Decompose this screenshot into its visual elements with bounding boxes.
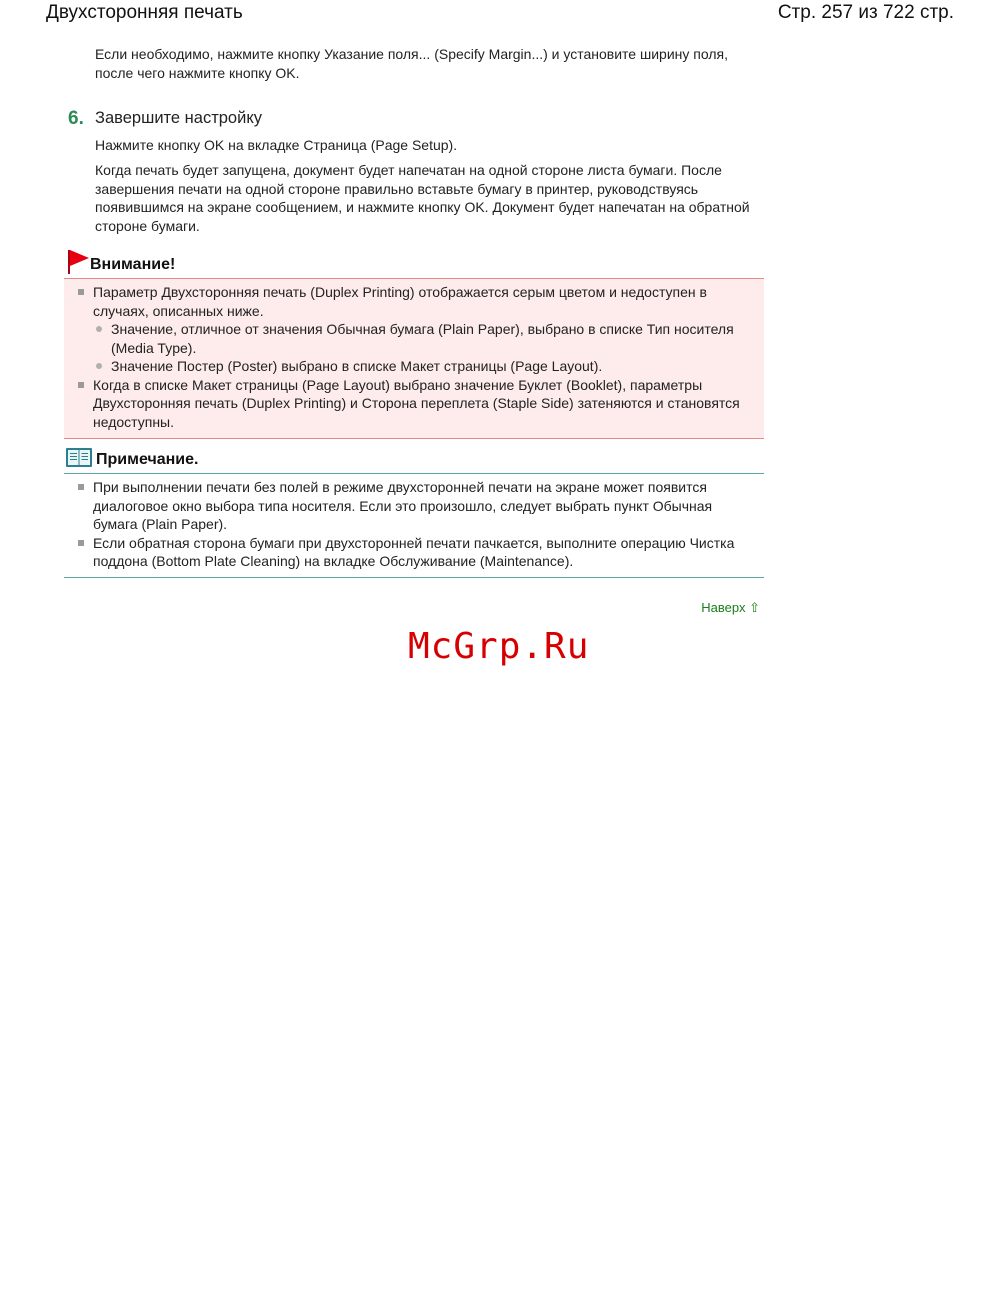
- note-title: Примечание.: [96, 451, 199, 468]
- intro-paragraph: Если необходимо, нажмите кнопку Указание поля... (Specify Margin...) и установите ширину поля, после чего нажмите кнопку OK.: [95, 46, 728, 81]
- red-flag-icon: [66, 249, 90, 275]
- caution-list: [74, 283, 754, 431]
- back-to-top-link[interactable]: [701, 600, 760, 616]
- square-bullet-icon: [78, 382, 84, 388]
- back-to-top-label[interactable]: Наверх: [701, 600, 746, 615]
- book-icon: [65, 447, 93, 468]
- note-box: [64, 447, 764, 578]
- note-list: [74, 478, 754, 571]
- caution-sublist: [93, 320, 754, 376]
- list-item: [93, 357, 754, 376]
- caution-title: Внимание!: [90, 256, 176, 273]
- circle-bullet-icon: [96, 326, 102, 332]
- arrow-up-icon[interactable]: ⇧: [749, 600, 760, 615]
- note-header: [64, 447, 764, 473]
- step-paragraph-1: Нажмите кнопку OK на вкладке Страница (Page Setup).: [95, 137, 458, 153]
- list-item: [93, 320, 754, 357]
- caution-header: [64, 248, 764, 278]
- circle-bullet-icon: [96, 363, 102, 369]
- square-bullet-icon: [78, 289, 84, 295]
- step-paragraph-2: Когда печать будет запущена, документ будет напечатан на одной стороне листа бумаги. После завершения печати на одной стороне правильно вставьте бумагу в принтер, руководствуясь появившимся на экране сообщением, и нажмите кнопку OK. Документ будет напечатан на обратной стороне бумаги.: [95, 162, 750, 234]
- note-body: [64, 473, 764, 578]
- document-title: Двухсторонняя печать: [46, 2, 243, 23]
- step-number: 6.: [68, 108, 84, 129]
- page-counter: Стр. 257 из 722 стр.: [777, 2, 954, 23]
- square-bullet-icon: [78, 484, 84, 490]
- list-item: [74, 534, 754, 571]
- step-title: Завершите настройку: [95, 109, 262, 127]
- square-bullet-icon: [78, 540, 84, 546]
- list-item: [74, 478, 754, 534]
- caution-item-2: Когда в списке Макет страницы (Page Layout) выбрано значение Буклет (Booklet), параметры Двухсторонняя печать (Duplex Printing) и Сторона переплета (Staple Side) затеняются и становятся недоступны.: [93, 376, 740, 430]
- caution-body: [64, 278, 764, 439]
- list-item: [74, 376, 754, 432]
- watermark: McGrp.Ru: [408, 626, 590, 667]
- caution-item-1: Параметр Двухсторонняя печать (Duplex Printing) отображается серым цветом и недоступен в случаях, описанных ниже.: [93, 284, 707, 319]
- note-item-2: Если обратная сторона бумаги при двухсторонней печати пачкается, выполните операцию Чистка поддона (Bottom Plate Cleaning) на вкладке Обслуживание (Maintenance).: [93, 534, 735, 569]
- note-item-1: При выполнении печати без полей в режиме двухсторонней печати на экране может появится диалоговое окно выбора типа носителя. Если это произошло, следует выбрать пункт Обычная бумага (Plain Paper).: [93, 479, 713, 532]
- caution-subitem-1: Значение, отличное от значения Обычная бумага (Plain Paper), выбрано в списке Тип носителя (Media Type).: [111, 321, 734, 356]
- list-item: [74, 283, 754, 376]
- caution-subitem-2: Значение Постер (Poster) выбрано в списке Макет страницы (Page Layout).: [111, 358, 603, 374]
- caution-box: [64, 248, 764, 439]
